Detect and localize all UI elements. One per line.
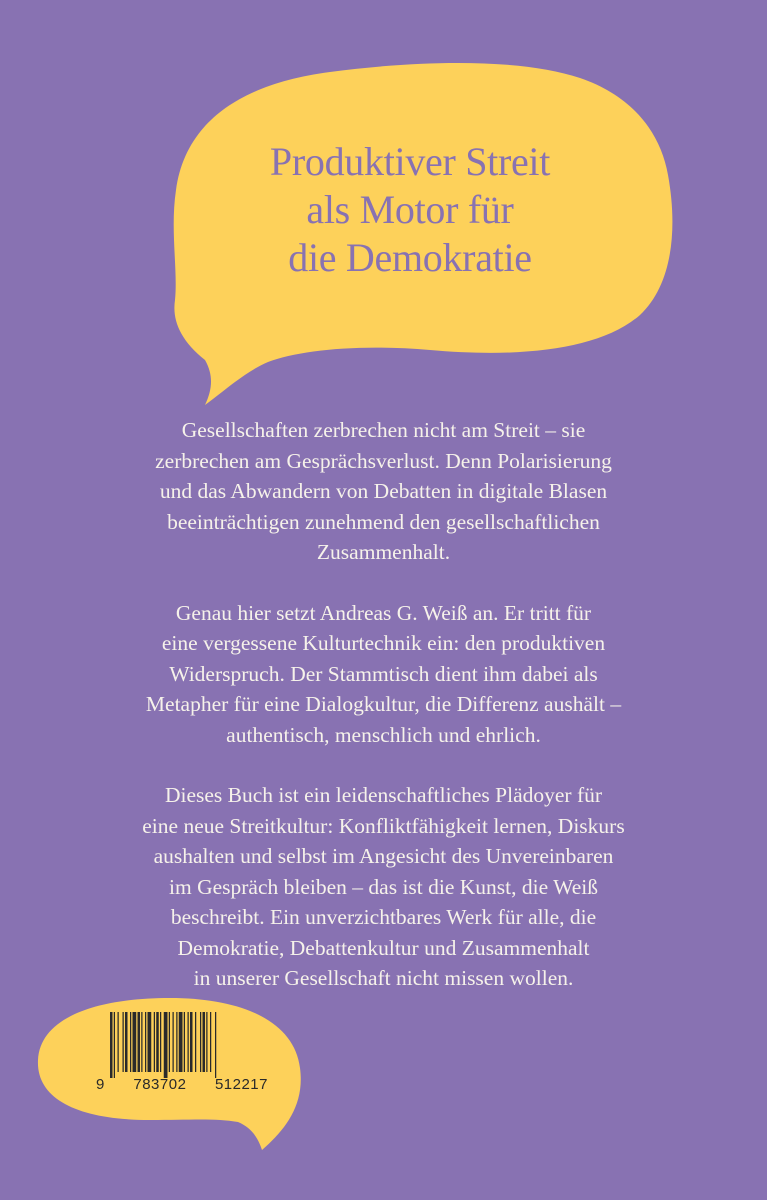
barcode-bar (110, 1012, 113, 1078)
paragraph-line: eine vergessene Kulturtechnik ein: den produktiven (161, 631, 606, 655)
barcode-bar (148, 1012, 152, 1072)
paragraph-line: zerbrechen am Gesprächsverlust. Denn Polarisierung (155, 448, 612, 473)
headline-line-2: als Motor für (306, 187, 514, 232)
barcode-bar (195, 1012, 196, 1072)
paragraph-1 (70, 415, 697, 568)
barcode-bar (123, 1012, 124, 1072)
barcode-bar (176, 1012, 177, 1072)
barcode-bar (179, 1012, 183, 1072)
paragraph-line: Zusammenhalt. (316, 540, 451, 564)
barcode-bar (141, 1012, 142, 1072)
barcode-bar (173, 1012, 174, 1072)
barcode-bar (145, 1012, 146, 1072)
barcode-bar (114, 1012, 115, 1078)
barcode-bar (138, 1012, 141, 1072)
isbn-group-right: 512217 (214, 1076, 268, 1093)
barcode-bar (164, 1012, 168, 1078)
paragraph-line: Metapher für eine Dialogkultur, die Differenz aushält – (145, 692, 622, 716)
paragraph-3 (70, 780, 697, 994)
blurb-text (70, 415, 697, 1024)
barcode-bar (130, 1012, 131, 1072)
headline-line-1: Produktiver Streit (269, 139, 551, 184)
barcode-bar (190, 1012, 193, 1072)
headline-line-3: die Demokratie (288, 235, 532, 280)
barcode-bar (133, 1012, 137, 1072)
headline (210, 138, 610, 282)
barcode-bar (156, 1012, 159, 1072)
paragraph-line: Dieses Buch ist ein leidenschaftliches Plädoyer für (164, 783, 603, 807)
paragraph-line: Gesellschaften zerbrechen nicht am Streit – sie (181, 418, 586, 442)
paragraph-line: aushalten und selbst im Angesicht des Unvereinbaren (153, 844, 614, 868)
paragraph-line: beeinträchtigen zunehmend den gesellschaftlichen (167, 509, 600, 534)
paragraph-line: Genau hier setzt Andreas G. Weiß an. Er tritt für (175, 600, 592, 625)
paragraph-line: Widerspruch. Der Stammtisch dient ihm dabei als (169, 661, 598, 686)
barcode-bar (206, 1012, 207, 1072)
barcode-bar (203, 1012, 206, 1072)
paragraph-line: und das Abwandern von Debatten in digitale Blasen (159, 479, 608, 503)
paragraph-line: in unserer Gesellschaft nicht missen wollen. (193, 966, 574, 990)
isbn-prefix: 9 (96, 1076, 105, 1093)
paragraph-line: im Gespräch bleiben – das ist die Kunst, die Weiß (169, 874, 598, 899)
paragraph-line: authentisch, menschlich und ehrlich. (226, 722, 541, 747)
paragraph-line: eine neue Streitkultur: Konfliktfähigkeit lernen, Diskurs (142, 813, 625, 838)
paragraph-2 (70, 598, 697, 751)
isbn-number (96, 1076, 268, 1093)
barcode-bar (200, 1012, 201, 1072)
barcode-bar (154, 1012, 155, 1072)
barcode-bar (118, 1012, 119, 1072)
barcode-bar (188, 1012, 189, 1072)
barcode-bar (215, 1012, 216, 1078)
barcode-bar (125, 1012, 128, 1072)
paragraph-line: Demokratie, Debattenkultur und Zusammenhalt (177, 935, 590, 960)
barcode (108, 1012, 264, 1078)
paragraph-line: beschreibt. Ein unverzichtbares Werk für alle, die (170, 905, 597, 929)
barcode-bar (210, 1012, 211, 1072)
barcode-bar (160, 1012, 161, 1072)
barcode-bar (169, 1012, 170, 1072)
isbn-group-left: 783702 (133, 1076, 187, 1093)
barcode-bar (184, 1012, 185, 1072)
